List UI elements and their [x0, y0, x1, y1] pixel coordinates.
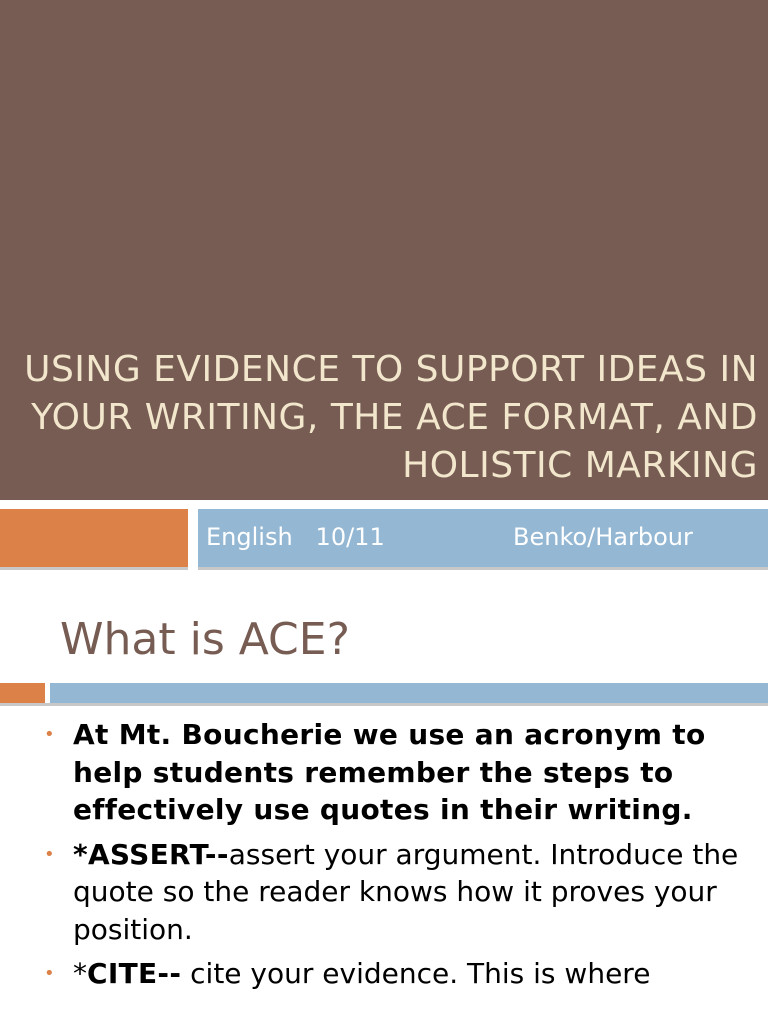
bullet-dot-icon: • [44, 724, 55, 745]
bullet-text: assert your argument. Introduce the quote so the reader knows how it proves your position. [73, 837, 739, 946]
bullet-list [0, 716, 768, 1000]
subtitle-band-shadow [198, 567, 768, 570]
slide-heading: What is ACE? [60, 614, 350, 665]
slide-title: USING EVIDENCE TO SUPPORT IDEAS IN YOUR WRITING, THE ACE FORMAT, AND HOLISTIC MARKING [24, 349, 758, 486]
bullet-prefix: * [73, 957, 87, 990]
accent-shadow [0, 567, 188, 570]
bullet-item [0, 836, 768, 949]
author-label: Benko/Harbour [513, 523, 693, 551]
bullet-item [0, 716, 768, 829]
course-label: English 10/11 [206, 523, 385, 551]
title-band [0, 0, 768, 500]
bullet-item [0, 955, 768, 993]
bullet-text: cite your evidence. This is where [181, 957, 651, 990]
bullet-term: *ASSERT-- [73, 837, 229, 871]
bullet-text-bold: At Mt. Boucherie we use an acronym to help students remember the steps to effectively use quotes in their writing. [73, 718, 706, 826]
bullet-dot-icon: • [44, 963, 55, 984]
bullet-dot-icon: • [44, 843, 55, 865]
accent-block-orange [0, 509, 188, 567]
accent-bar-shadow [0, 703, 768, 706]
accent-block-orange [0, 683, 45, 703]
bullet-term: CITE-- [87, 957, 182, 990]
content-slide [0, 580, 768, 1024]
accent-bar-blue [50, 683, 768, 703]
